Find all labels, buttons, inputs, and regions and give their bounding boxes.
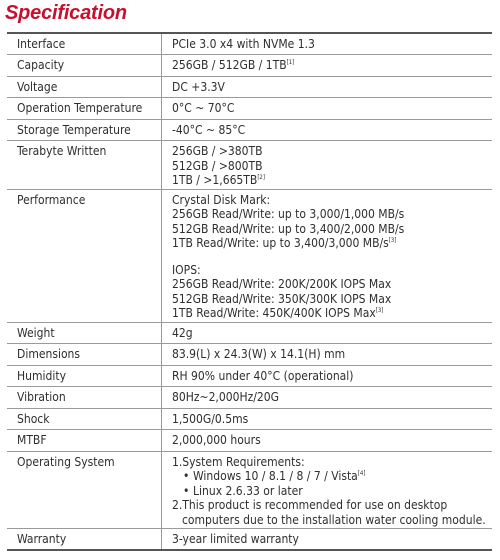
table-row bbox=[7, 76, 492, 98]
row-value-cell bbox=[162, 55, 493, 77]
os-bullet-item bbox=[172, 469, 492, 484]
row-label: Humidity bbox=[7, 365, 162, 387]
row-label: Vibration bbox=[7, 387, 162, 409]
footnote-marker: [1] bbox=[286, 59, 295, 66]
os-bullet-text: Windows 10 / 8.1 / 8 / 7 / Vista bbox=[193, 469, 358, 483]
row-label: Dimensions bbox=[7, 344, 162, 366]
table-row bbox=[7, 344, 492, 366]
footnote-marker: [2] bbox=[257, 174, 265, 181]
table-row bbox=[7, 529, 492, 551]
table-row bbox=[7, 322, 492, 344]
row-value: DC +3.3V bbox=[162, 76, 493, 98]
table-row bbox=[7, 119, 492, 141]
iops-line-wrap bbox=[172, 306, 492, 321]
table-row bbox=[7, 451, 492, 529]
table-row bbox=[7, 98, 492, 120]
row-value-cell bbox=[162, 189, 493, 322]
row-value-cell bbox=[162, 451, 493, 529]
row-label: Voltage bbox=[7, 76, 162, 98]
footnote-marker: [4] bbox=[357, 470, 366, 477]
iops-line: 1TB Read/Write: 450K/400K IOPS Max bbox=[172, 306, 376, 320]
row-value: -40°C ~ 85°C bbox=[162, 119, 493, 141]
tbw-line: 256GB / >380TB bbox=[172, 144, 263, 158]
row-label: Performance bbox=[7, 189, 162, 322]
tbw-line: 512GB / >800TB bbox=[172, 158, 263, 173]
row-label: Capacity bbox=[7, 55, 162, 77]
bullet-icon: • bbox=[183, 469, 190, 483]
row-label: Terabyte Written bbox=[7, 141, 162, 190]
specification-table bbox=[7, 32, 492, 551]
row-value: 83.9(L) x 24.3(W) x 14.1(H) mm bbox=[162, 344, 493, 366]
row-value: 0°C ~ 70°C bbox=[162, 98, 493, 120]
row-value: 2,000,000 hours bbox=[162, 430, 493, 452]
row-label: Weight bbox=[7, 322, 162, 344]
row-label: Shock bbox=[7, 408, 162, 430]
row-value: RH 90% under 40°C (operational) bbox=[162, 365, 493, 387]
table-row bbox=[7, 365, 492, 387]
table-row bbox=[7, 408, 492, 430]
row-value: 80Hz~2,000Hz/20G bbox=[162, 387, 493, 409]
crystal-line-wrap bbox=[172, 236, 492, 251]
os-bullet-text: Linux 2.6.33 or later bbox=[193, 483, 303, 498]
row-value-cell bbox=[162, 141, 493, 190]
capacity-value: 256GB / 512GB / 1TB bbox=[172, 58, 287, 72]
table-row bbox=[7, 33, 492, 55]
table-row bbox=[7, 387, 492, 409]
iops-line: 512GB Read/Write: 350K/300K IOPS Max bbox=[172, 291, 392, 306]
tbw-line-wrap bbox=[172, 173, 492, 188]
tbw-line: 1TB / >1,665TB bbox=[172, 173, 258, 187]
table-row bbox=[7, 55, 492, 77]
footnote-marker: [3] bbox=[375, 307, 384, 314]
iops-heading: IOPS: bbox=[172, 262, 201, 277]
table-row bbox=[7, 430, 492, 452]
os-requirements-heading: 1.System Requirements: bbox=[172, 454, 305, 469]
crystal-line: 512GB Read/Write: up to 3,400/2,000 MB/s bbox=[172, 221, 405, 236]
os-recommendation-line: computers due to the installation water cooling module. bbox=[182, 512, 486, 527]
row-value: 1,500G/0.5ms bbox=[162, 408, 493, 430]
row-label: MTBF bbox=[7, 430, 162, 452]
bullet-icon: • bbox=[183, 483, 190, 498]
row-value: PCIe 3.0 x4 with NVMe 1.3 bbox=[162, 33, 493, 55]
table-row bbox=[7, 189, 492, 322]
row-label: Interface bbox=[7, 33, 162, 55]
row-label: Warranty bbox=[7, 529, 162, 551]
table-row bbox=[7, 141, 492, 190]
page-title: Specification bbox=[5, 2, 127, 24]
crystal-line: 1TB Read/Write: up to 3,400/3,000 MB/s bbox=[172, 236, 389, 250]
row-label: Operation Temperature bbox=[7, 98, 162, 120]
os-bullet-item bbox=[172, 484, 492, 499]
footnote-marker: [3] bbox=[388, 237, 397, 244]
os-recommendation-line: 2.This product is recommended for use on desktop bbox=[172, 498, 448, 512]
iops-line: 256GB Read/Write: 200K/200K IOPS Max bbox=[172, 277, 392, 291]
row-value: 42g bbox=[162, 322, 493, 344]
row-label: Storage Temperature bbox=[7, 119, 162, 141]
crystal-heading: Crystal Disk Mark: bbox=[172, 192, 271, 207]
row-label: Operating System bbox=[7, 451, 162, 529]
row-value: 3-year limited warranty bbox=[162, 529, 493, 551]
crystal-line: 256GB Read/Write: up to 3,000/1,000 MB/s bbox=[172, 207, 405, 221]
